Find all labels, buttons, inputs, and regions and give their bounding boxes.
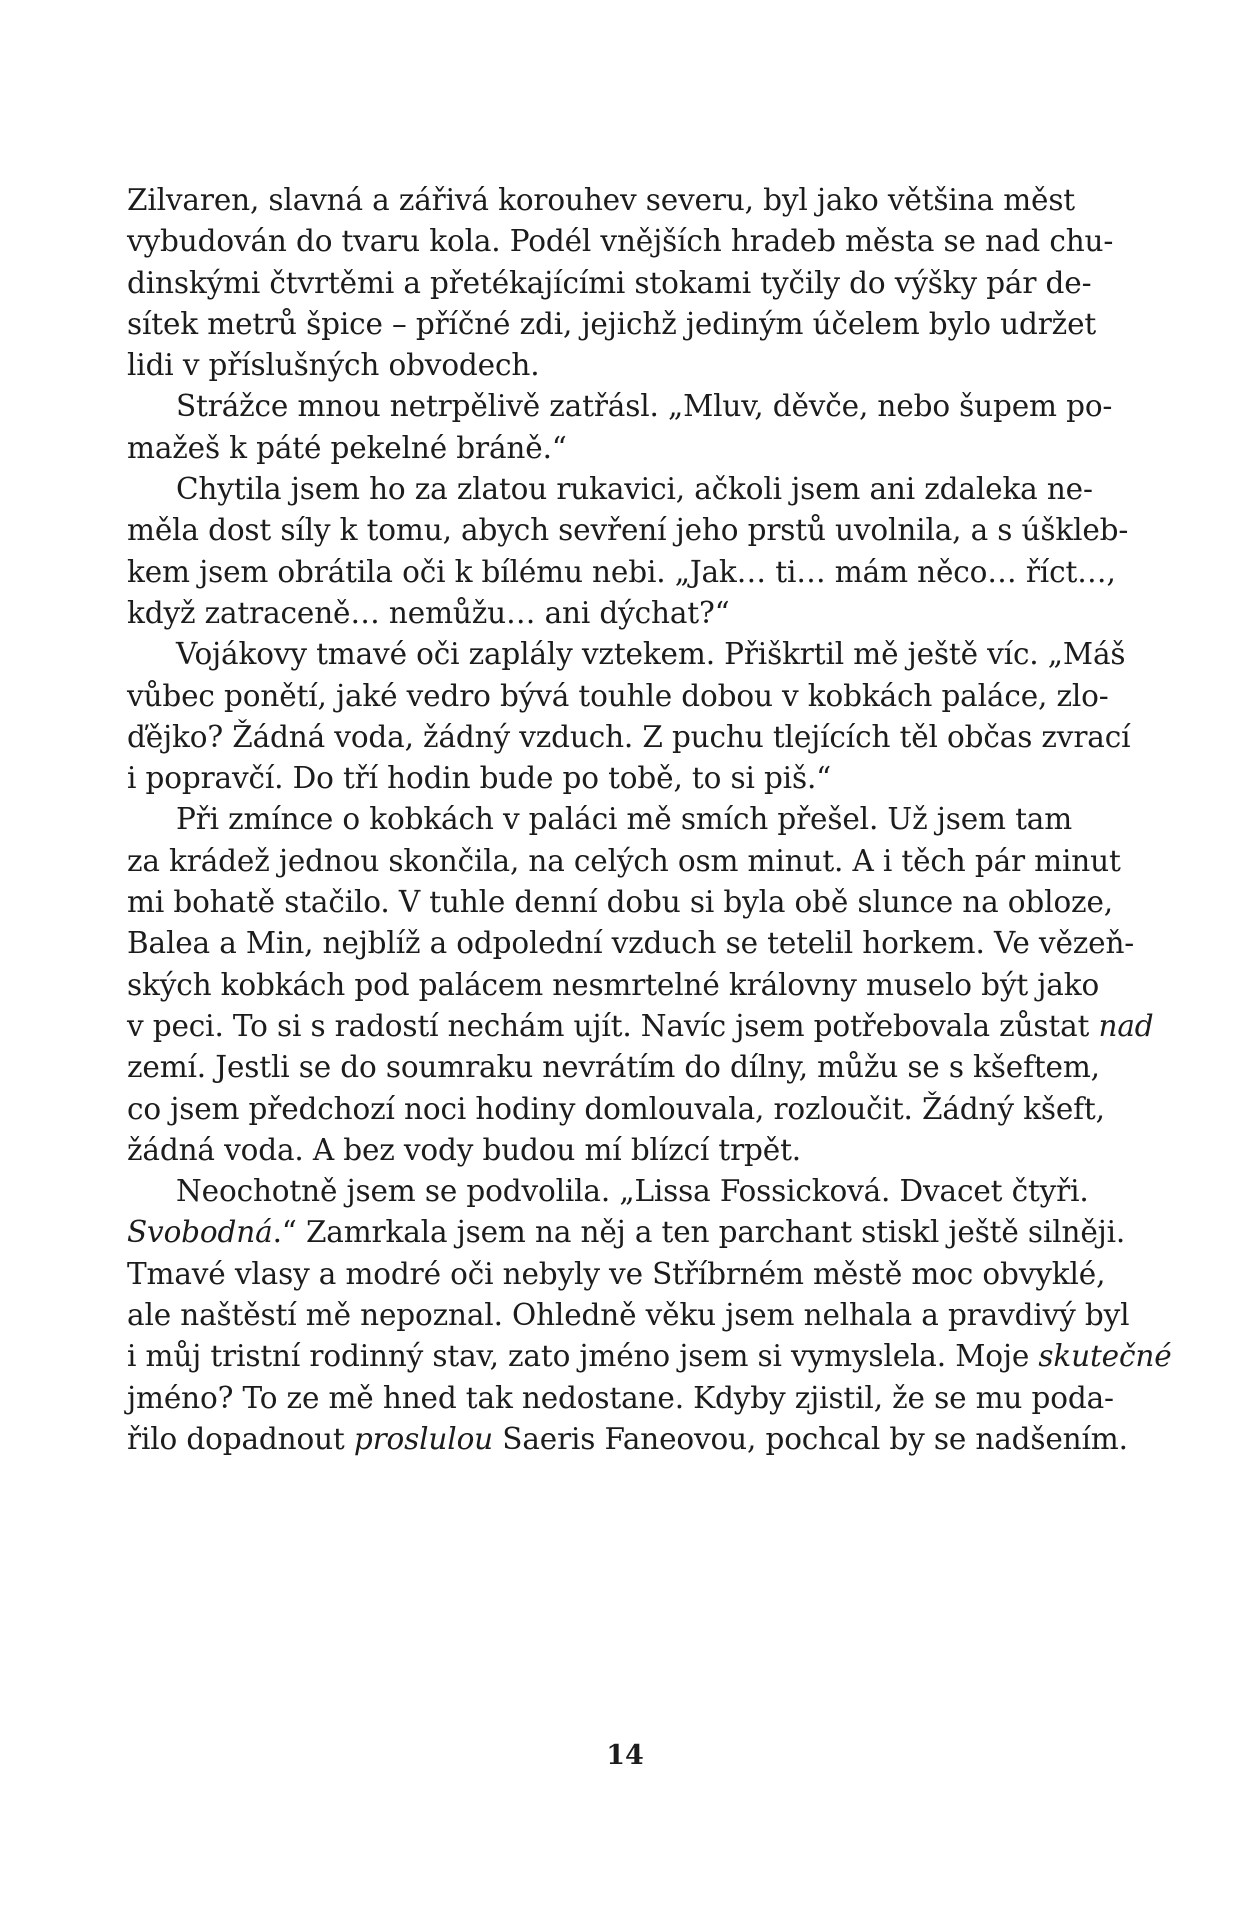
- text-line: [127, 386, 1113, 427]
- text-segment: Saeris Faneovou, pochcal by se nadšením.: [493, 1421, 1128, 1456]
- text-line: [127, 304, 1097, 345]
- text-segment: sítek metrů špice – příčné zdi, jejichž jediným účelem bylo udržet: [127, 306, 1097, 341]
- text-segment: řilo dopadnout: [127, 1421, 354, 1456]
- text-line: [127, 1006, 1154, 1047]
- text-segment: když zatraceně… nemůžu… ani dýchat?“: [127, 595, 730, 630]
- text-line: [127, 469, 1093, 510]
- text-line: [127, 1295, 1130, 1336]
- text-line: [127, 634, 1126, 675]
- text-line: [127, 1336, 1172, 1377]
- text-segment: Chytila jsem ho za zlatou rukavici, ačkoli jsem ani zdaleka ne-: [176, 472, 1093, 507]
- text-segment: vůbec ponětí, jaké vedro bývá touhle dobou v kobkách paláce, zlo-: [127, 678, 1109, 713]
- text-line: [127, 1089, 1105, 1130]
- italic-text: skutečné: [1038, 1339, 1172, 1374]
- text-line: [127, 552, 1116, 593]
- text-segment: lidi v příslušných obvodech.: [127, 348, 540, 383]
- text-segment: mažeš k páté pekelné bráně.“: [127, 430, 567, 465]
- text-line: [127, 1254, 1106, 1295]
- text-segment: za krádež jednou skončila, na celých osm minut. A i těch pár minut: [127, 843, 1121, 878]
- text-segment: zemí. Jestli se do soumraku nevrátím do dílny, můžu se s kšeftem,: [127, 1050, 1100, 1085]
- text-line: [127, 1130, 1040, 1171]
- text-segment: jméno? To ze mě hned tak nedostane. Kdyby zjistil, že se mu poda-: [127, 1380, 1114, 1415]
- text-line: [127, 1047, 1100, 1088]
- text-segment: žádná voda. A bez vody budou mí blízcí trpět.: [127, 1132, 802, 1167]
- text-segment: i můj tristní rodinný stav, zato jméno jsem si vymyslela. Moje: [127, 1339, 1039, 1374]
- text-line: [127, 1171, 1089, 1212]
- text-line: [127, 799, 1073, 840]
- text-segment: ských kobkách pod palácem nesmrtelné královny muselo být jako: [127, 967, 1100, 1002]
- text-segment: Tmavé vlasy a modré oči nebyly ve Stříbrném městě moc obvyklé,: [127, 1256, 1106, 1291]
- text-line: [127, 882, 1113, 923]
- text-line: [127, 923, 1135, 964]
- text-segment: vybudován do tvaru kola. Podél vnějších hradeb města se nad chu-: [127, 224, 1114, 259]
- text-segment: mi bohatě stačilo. V tuhle denní dobu si byla obě slunce na obloze,: [127, 885, 1113, 920]
- italic-text: proslulou: [353, 1421, 494, 1456]
- text-segment: Strážce mnou netrpělivě zatřásl. „Mluv, děvče, nebo šupem po-: [176, 389, 1113, 424]
- body-text: [127, 180, 1172, 1460]
- text-segment: i popravčí. Do tří hodin bude po tobě, to si piš.“: [127, 761, 832, 796]
- text-line: [127, 676, 1109, 717]
- text-line: [127, 510, 1129, 551]
- text-line: [127, 221, 1114, 262]
- text-segment: dinskými čtvrtěmi a přetékajícími stokami tyčily do výšky pár de-: [127, 265, 1092, 300]
- page-number: 14: [606, 1740, 644, 1771]
- text-line: [127, 1419, 1128, 1460]
- text-line: [127, 758, 1040, 799]
- text-segment: Neochotně jsem se podvolila. „Lissa Fossicková. Dvacet čtyři.: [176, 1174, 1089, 1209]
- text-line: [127, 965, 1100, 1006]
- text-segment: .“ Zamrkala jsem na něj a ten parchant stiskl ještě silněji.: [272, 1215, 1126, 1250]
- italic-text: nad: [1098, 1008, 1154, 1043]
- text-segment: ale naštěstí mě nepoznal. Ohledně věku jsem nelhala a pravdivý byl: [127, 1298, 1130, 1333]
- text-segment: měla dost síly k tomu, abych sevření jeho prstů uvolnila, a s úškleb-: [127, 513, 1129, 548]
- text-segment: Při zmínce o kobkách v paláci mě smích přešel. Už jsem tam: [176, 802, 1073, 837]
- text-segment: co jsem předchozí noci hodiny domlouvala, rozloučit. Žádný kšeft,: [127, 1091, 1105, 1126]
- text-line: [127, 428, 1040, 469]
- text-line: [127, 1378, 1114, 1419]
- text-segment: Balea a Min, nejblíž a odpolední vzduch se tetelil horkem. Ve vězeň-: [127, 926, 1135, 961]
- text-segment: kem jsem obrátila oči k bílému nebi. „Jak… ti… mám něco… říct…,: [127, 554, 1116, 589]
- text-segment: ďějko? Žádná voda, žádný vzduch. Z puchu tlejících těl občas zvrací: [127, 719, 1131, 754]
- text-line: [127, 717, 1131, 758]
- text-line: [127, 841, 1121, 882]
- text-segment: Zilvaren, slavná a zářivá korouhev severu, byl jako většina měst: [127, 183, 1076, 217]
- text-segment: Vojákovy tmavé oči zaplály vztekem. Přiškrtil mě ještě víc. „Máš: [176, 637, 1126, 672]
- text-line: [127, 593, 1040, 634]
- text-line: [127, 263, 1092, 304]
- text-line: [127, 1212, 1126, 1253]
- text-segment: v peci. To si s radostí nechám ujít. Navíc jsem potřebovala zůstat: [127, 1008, 1099, 1043]
- text-line: [127, 345, 1040, 386]
- italic-text: Svobodná: [127, 1215, 273, 1250]
- text-line: [127, 180, 1076, 221]
